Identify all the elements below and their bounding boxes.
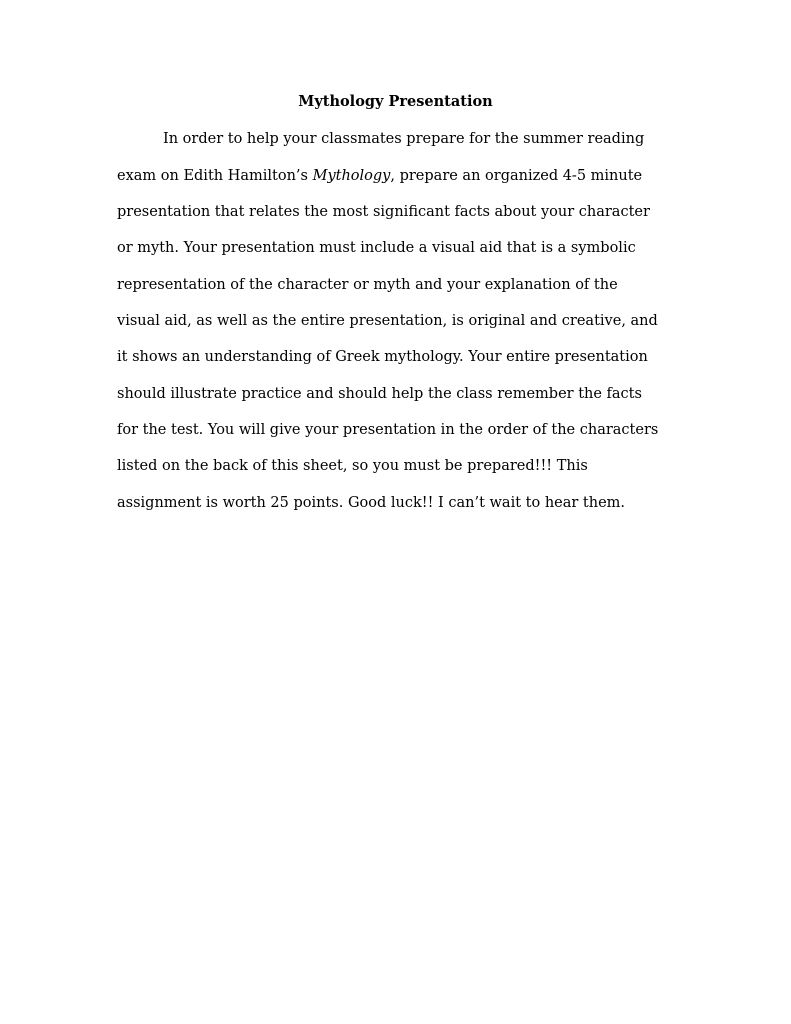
paragraph-line-3: presentation that relates the most significant facts about your character: [117, 204, 650, 220]
line-2-start: exam on Edith Hamilton’s: [117, 168, 313, 184]
paragraph-line-7: it shows an understanding of Greek mythology. Your entire presentation: [117, 349, 648, 365]
paragraph-line-2: [117, 166, 642, 186]
paragraph-line-10: listed on the back of this sheet, so you must be prepared!!! This: [117, 458, 588, 474]
book-title-italic: Mythology: [312, 168, 391, 184]
paragraph-line-6: visual aid, as well as the entire presentation, is original and creative, and: [117, 313, 658, 329]
paragraph-line-1: In order to help your classmates prepare for the summer reading: [163, 131, 645, 147]
paragraph-line-5: representation of the character or myth and your explanation of the: [117, 277, 618, 293]
page-title: Mythology Presentation: [298, 93, 493, 110]
paragraph-line-11: assignment is worth 25 points. Good luck!! I can’t wait to hear them.: [117, 495, 626, 511]
paragraph-line-8: should illustrate practice and should help the class remember the facts: [117, 386, 642, 402]
paragraph-line-9: for the test. You will give your presentation in the order of the characters: [117, 422, 659, 438]
paragraph-line-4: or myth. Your presentation must include a visual aid that is a symbolic: [117, 240, 636, 256]
line-2-end: , prepare an organized 4-5 minute: [390, 168, 643, 184]
